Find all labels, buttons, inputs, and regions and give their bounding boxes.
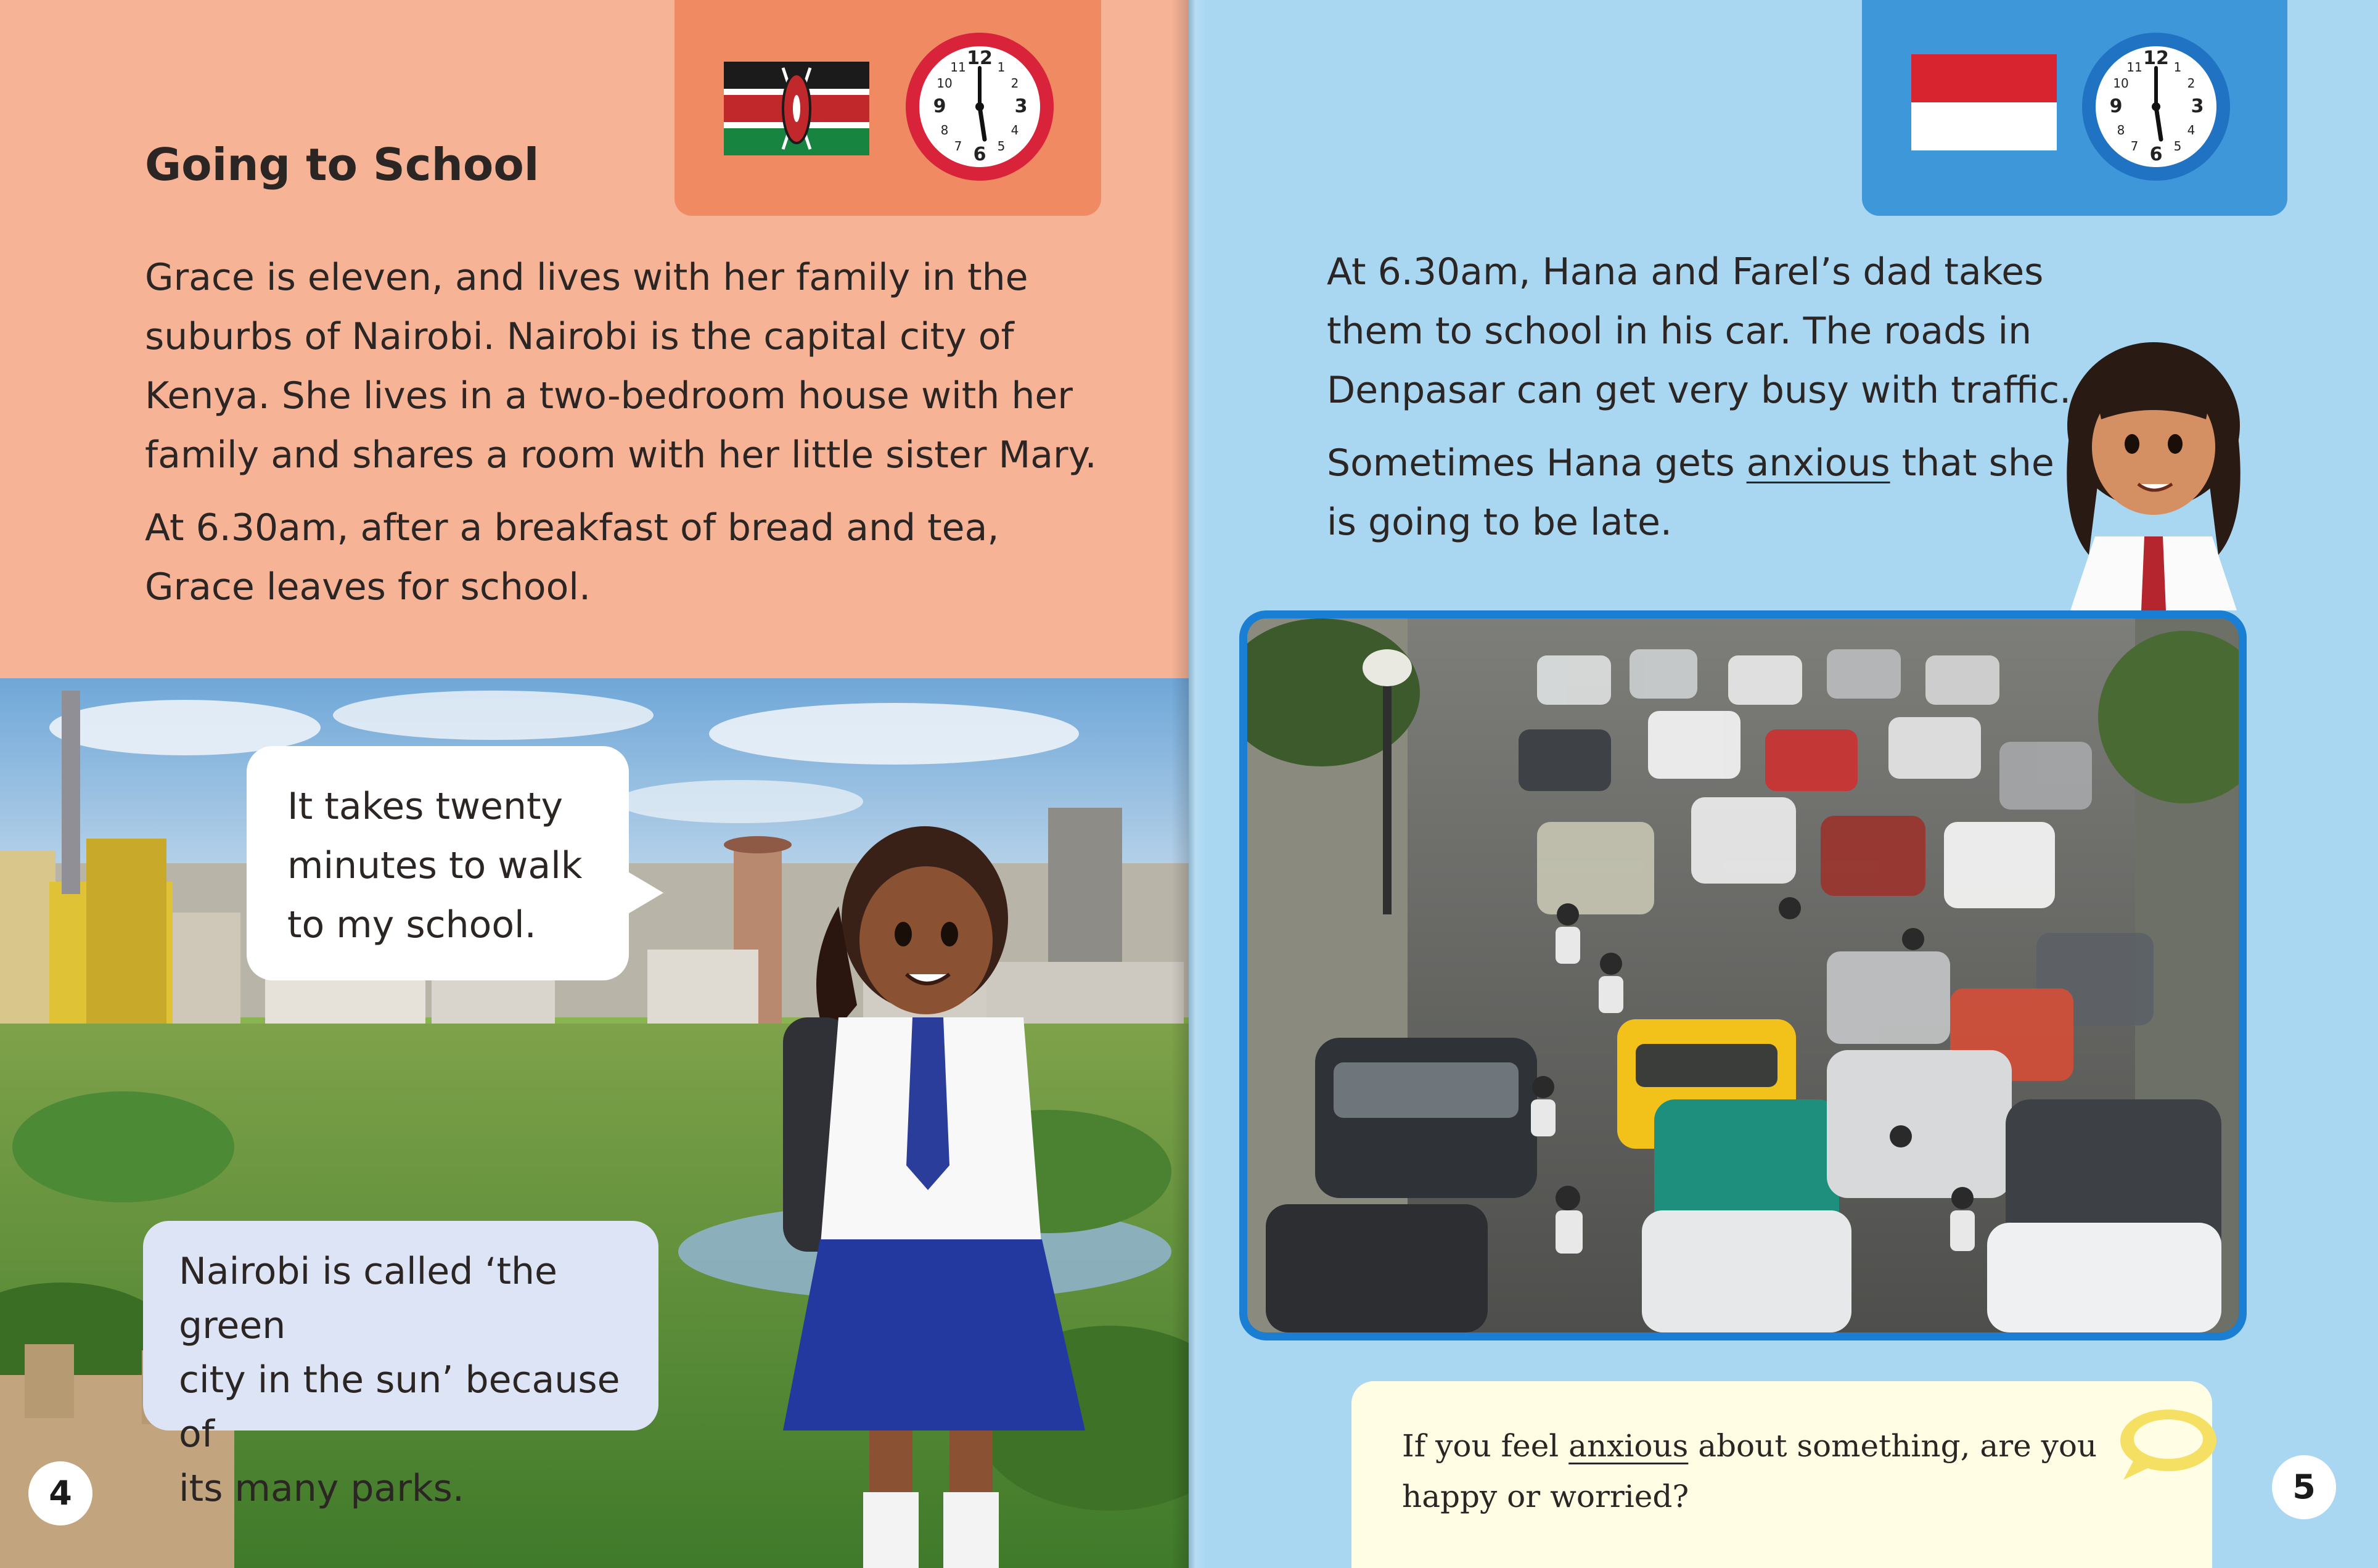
- svg-text:4: 4: [2187, 123, 2196, 138]
- speech-bubble-icon: [2110, 1403, 2221, 1484]
- right-body-text: [1327, 242, 2071, 565]
- svg-text:5: 5: [997, 139, 1006, 154]
- svg-text:7: 7: [2130, 139, 2139, 154]
- denpasar-traffic-illustration: [1247, 618, 2239, 1332]
- left-paragraph-2: At 6.30am, after a breakfast of bread and tea, Grace leaves for school.: [145, 506, 999, 609]
- traffic-photo: [1239, 610, 2247, 1340]
- svg-text:8: 8: [2117, 123, 2125, 138]
- svg-text:2: 2: [2187, 76, 2196, 91]
- svg-text:9: 9: [933, 96, 946, 117]
- svg-text:1: 1: [2173, 60, 2182, 75]
- svg-text:12: 12: [967, 47, 993, 69]
- svg-text:4: 4: [1011, 123, 1019, 138]
- speech-bubble-tail: [624, 869, 663, 916]
- svg-text:11: 11: [950, 60, 966, 75]
- anxious-keyword: anxious: [1568, 1428, 1689, 1464]
- country-tag-kenya: [674, 0, 1101, 216]
- country-tag-indonesia: [1862, 0, 2287, 216]
- svg-text:10: 10: [2113, 76, 2129, 91]
- anxious-keyword: anxious: [1746, 441, 1890, 485]
- grace-illustration: [765, 808, 1085, 1568]
- indonesia-flag-icon: [1911, 54, 2057, 150]
- page-heading: Going to School: [145, 139, 539, 191]
- svg-text:6: 6: [2149, 144, 2163, 165]
- hana-illustration: [2052, 333, 2255, 610]
- page-number: 5: [2272, 1455, 2336, 1519]
- right-page: [1189, 0, 2378, 1568]
- svg-text:5: 5: [2173, 139, 2182, 154]
- svg-text:2: 2: [1011, 76, 1019, 91]
- right-paragraph-1: At 6.30am, Hana and Farel’s dad takes them to school in his car. The roads in Denpasar can get very busy with traffic.: [1327, 250, 2072, 412]
- svg-text:7: 7: [954, 139, 962, 154]
- svg-text:12: 12: [2143, 47, 2169, 69]
- clock-icon: [903, 30, 1057, 184]
- kenya-flag-icon: [724, 62, 869, 155]
- svg-text:3: 3: [1014, 96, 1028, 117]
- speech-bubble: It takes twenty minutes to walk to my school.: [247, 746, 629, 980]
- svg-text:6: 6: [973, 144, 986, 165]
- svg-text:8: 8: [940, 123, 949, 138]
- question-box: If you feel anxious about something, are you happy or worried?: [1351, 1381, 2212, 1568]
- left-body-text: [145, 248, 1097, 630]
- fact-box: Nairobi is called ‘the green city in the sun’ because of its many parks.: [143, 1221, 658, 1430]
- right-paragraph-2: Sometimes Hana gets anxious that she is going to be late.: [1327, 441, 2054, 544]
- svg-text:11: 11: [2126, 60, 2142, 75]
- left-paragraph-1: Grace is eleven, and lives with her family in the suburbs of Nairobi. Nairobi is the capital city of Kenya. She lives in a two-bedroom house with her family and shares a room with her little sister Mary.: [145, 256, 1097, 477]
- page-number: 4: [28, 1461, 92, 1525]
- clock-icon: [2079, 30, 2233, 184]
- svg-text:3: 3: [2191, 96, 2204, 117]
- svg-text:9: 9: [2109, 96, 2123, 117]
- svg-text:1: 1: [997, 60, 1006, 75]
- svg-text:10: 10: [937, 76, 953, 91]
